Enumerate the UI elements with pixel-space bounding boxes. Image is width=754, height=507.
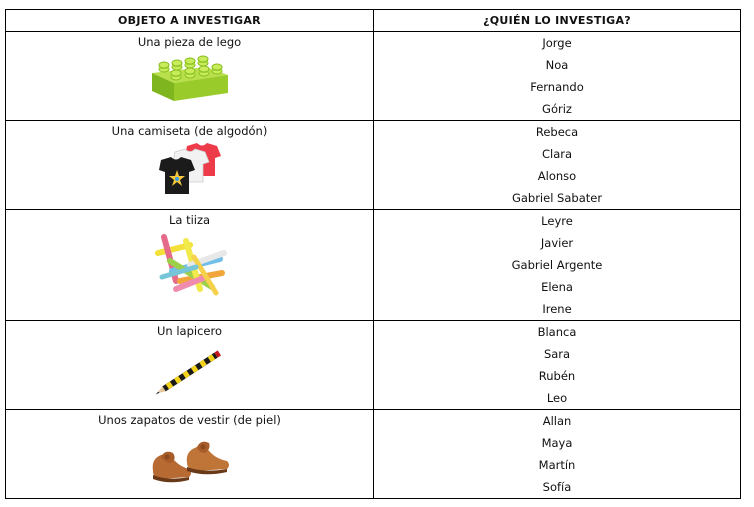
- names-cell: [374, 121, 741, 210]
- names-cell: [374, 410, 741, 499]
- student-name: Rubén: [538, 369, 576, 383]
- table-row: [6, 210, 741, 321]
- student-name: Irene: [542, 302, 572, 316]
- student-name: Rebeca: [535, 125, 579, 139]
- table-row: [6, 410, 741, 499]
- table-row: [6, 321, 741, 410]
- object-label: Un lapicero: [156, 324, 222, 338]
- object-label: Unos zapatos de vestir (de piel): [98, 413, 281, 427]
- pencil-icon: [147, 342, 233, 402]
- names-cell: [374, 210, 741, 321]
- header-object: OBJETO A INVESTIGAR: [6, 10, 374, 32]
- student-name: Sofía: [542, 480, 572, 494]
- names-cell: [374, 321, 741, 410]
- student-name: Blanca: [537, 325, 577, 339]
- student-name: Fernando: [530, 80, 584, 94]
- student-name: Maya: [541, 436, 573, 450]
- table-row: [6, 32, 741, 121]
- student-name: Góriz: [542, 102, 572, 116]
- student-name: Martín: [538, 458, 576, 472]
- object-cell: [6, 32, 374, 121]
- student-name: Javier: [540, 236, 574, 250]
- tshirts-icon: [157, 142, 223, 200]
- student-name: Elena: [541, 280, 573, 294]
- student-name: Leyre: [541, 214, 573, 228]
- student-name: Alonso: [537, 169, 577, 183]
- student-name: Jorge: [542, 36, 572, 50]
- names-cell: [374, 32, 741, 121]
- object-cell: [6, 321, 374, 410]
- student-name: Noa: [545, 58, 569, 72]
- lego-brick-icon: [148, 53, 232, 103]
- research-table: [5, 9, 741, 499]
- student-name: Sara: [543, 347, 571, 361]
- object-label: Una pieza de lego: [137, 35, 242, 49]
- student-name: Gabriel Argente: [511, 258, 603, 272]
- object-label: Una camiseta (de algodón): [111, 124, 268, 138]
- object-cell: [6, 410, 374, 499]
- header-who: ¿QUIÉN LO INVESTIGA?: [374, 10, 741, 32]
- shoes-icon: [147, 431, 233, 489]
- student-name: Clara: [541, 147, 573, 161]
- student-name: Leo: [546, 391, 568, 405]
- object-cell: [6, 121, 374, 210]
- table-row: [6, 121, 741, 210]
- chalk-icon: [150, 231, 230, 299]
- object-label: La tiiza: [168, 213, 211, 227]
- student-name: Gabriel Sabater: [511, 191, 603, 205]
- header-row: [6, 10, 741, 32]
- student-name: Allan: [542, 414, 572, 428]
- object-cell: [6, 210, 374, 321]
